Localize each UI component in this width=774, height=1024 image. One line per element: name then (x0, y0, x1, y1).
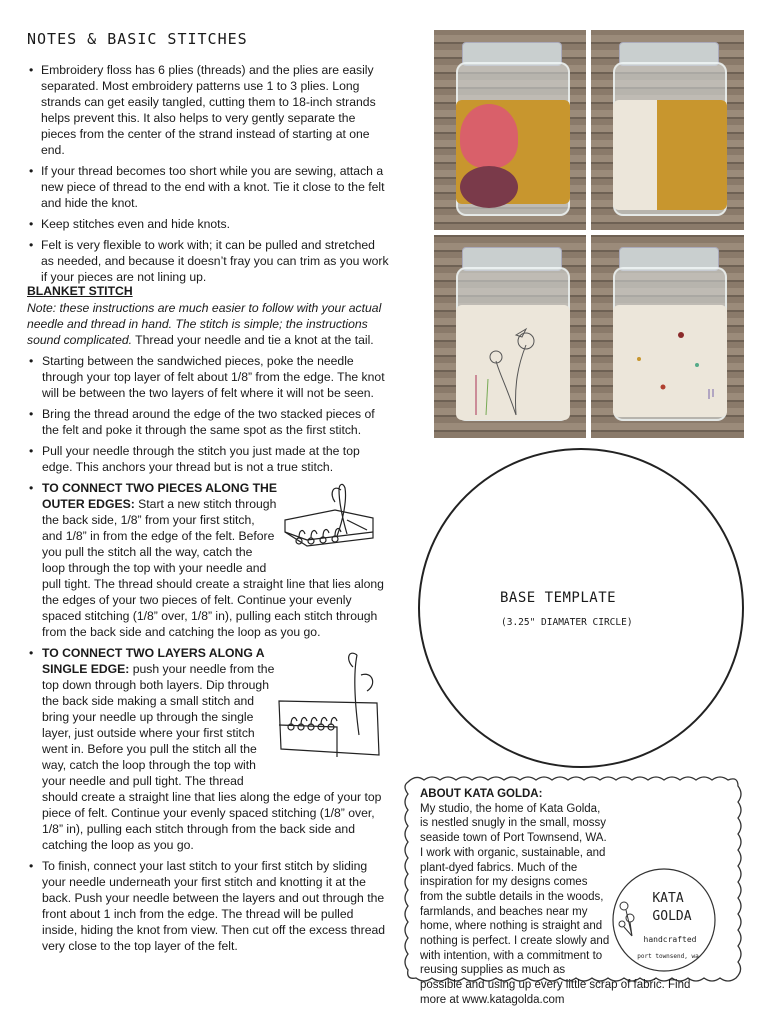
logo-line-1: KATA (652, 890, 684, 906)
list-item: • Bring the thread around the edge of the two stacked pieces of the felt and poke it through the same spot as the first stitch. (27, 406, 387, 438)
connect-layers-heading: TO CONNECT TWO LAYERS ALONG A SINGLE EDGE: (42, 646, 265, 676)
dot-embroidery-icon (613, 305, 727, 417)
note-rest: Thread your needle and tie a knot at the tail. (132, 333, 374, 347)
felt-sleeve (456, 305, 570, 420)
about-section (420, 787, 718, 1008)
stitch-illustration-single (277, 645, 387, 775)
felt-pink-piece (460, 104, 518, 168)
logo-line-3: handcrafted (643, 934, 697, 944)
felt-sleeve (456, 100, 570, 204)
needle-illustration-icon (277, 480, 387, 568)
flower-icon (619, 902, 634, 936)
list-item: • If your thread becomes too short while you are sewing, attach a new piece of thread to the end with a knot. Tie it close to the felt and hide the knot. (27, 163, 389, 211)
logo-line-2: GOLDA (652, 908, 692, 924)
connect-edges-text: Start a new stitch through the back side, 1/8” from your first stitch, and 1/8” in from the edge of the felt. Before you pull the stitch all the way, catch the loop through the top with your needle and pull tight. The thread should create a straight line that lies along the edges of your two pieces of felt. Continue your evenly spaced stitching (1/8” over, 1/8” in), pulling each stitch through from the back side and catching the loop as you go. (42, 497, 384, 639)
list-item (27, 480, 387, 640)
base-template-subtitle: (3.25" DIAMATER CIRCLE) (501, 617, 633, 628)
blanket-stitch-heading: BLANKET STITCH (27, 284, 133, 298)
list-item: • Embroidery floss has 6 plies (threads) and the plies are easily separated. Most embroidery patterns use 1 to 3 plies. Long strands can get easily tangled, cutting them to 18-inch strands helps prevent this. It also helps to very gently separate the pieces from the center of the strand instead of starting at one end. (27, 62, 389, 158)
photo-jar-flower-embroidery (434, 235, 586, 438)
photo-jar-pink-mustard (434, 30, 586, 230)
felt-sleeve (613, 100, 727, 210)
needle-illustration-icon (277, 645, 387, 775)
list-item: • Starting between the sandwiched pieces, poke the needle through your top layer of felt about 1/8” from the edge. The knot will be between the two layers of felt where it will not be seen. (27, 353, 387, 401)
kata-golda-logo (610, 866, 718, 974)
list-item: • Pull your needle through the stitch you just made at the top edge. This anchors your thread but is not a true stitch. (27, 443, 387, 475)
tips-list (27, 62, 389, 290)
list-item: • Felt is very flexible to work with; it can be pulled and stretched as needed, and because it doesn’t fray you can trim as you work if your pieces are not lining up. (27, 237, 389, 285)
blanket-stitch-note (27, 300, 389, 348)
felt-sleeve (613, 305, 727, 417)
stitch-illustration-outer (277, 480, 387, 568)
about-body: My studio, the home of Kata Golda, is nestled snugly in the small, mossy seaside town of Port Townsend, WA. I work with organic, sustainable, and plant-dyed fabrics. Much of the inspiration for my designs comes from the subtle details in the woods, farmlands, and beaches near my home, where nothing is straight and nothing is perfect. I create slowly and with intention, with a commitment to reusing supplies as much as possible and using up every little scrap of fabric. Find more at www.katagolda.com (420, 802, 691, 1006)
note-italic: Note: these instructions are much easier to follow with your actual needle and thread in hand. The stitch is simple; the instructions sound complicated. (27, 301, 382, 347)
photo-jar-cream-mustard (591, 30, 744, 230)
felt-mustard-piece (657, 100, 727, 210)
photo-grid (434, 30, 744, 438)
list-item (27, 645, 387, 853)
photo-jar-dot-embroidery (591, 235, 744, 438)
felt-plum-piece (460, 166, 518, 208)
list-item: • To finish, connect your last stitch to your first stitch by sliding your needle underneath your first stitch and knotting it at the back. Push your needle between the layers and out through the front about 1 inch from the edge. The thread will be pulled inside, hiding the knot from view. Then cut off the excess thread very close to the top layer of the felt. (27, 858, 387, 954)
about-heading: ABOUT KATA GOLDA: (420, 788, 543, 800)
stitch-steps (27, 353, 387, 959)
connect-layers-text: push your needle from the top down through both layers. Dip through the back side making a small stitch and bring your needle up through the single layer, just outside where your first stitch went in. Before you pull the stitch all the way, catch the loop through the top with your needle and pull tight. The thread should create a straight line that lies along the edge of your top piece of felt. Continue your evenly spaced stitching (1/8” over, 1/8” in), pulling each stitch through from the back side and catching the loop as you go. (42, 662, 382, 852)
base-template-circle (418, 448, 744, 768)
page-title: NOTES & BASIC STITCHES (27, 30, 248, 48)
base-template-title: BASE TEMPLATE (500, 590, 617, 606)
flower-embroidery-icon (456, 305, 570, 420)
logo-line-4: port townsend, wa (637, 952, 699, 960)
connect-edges-heading: TO CONNECT TWO PIECES ALONG THE OUTER EDGES: (42, 481, 277, 511)
list-item: • Keep stitches even and hide knots. (27, 216, 389, 232)
